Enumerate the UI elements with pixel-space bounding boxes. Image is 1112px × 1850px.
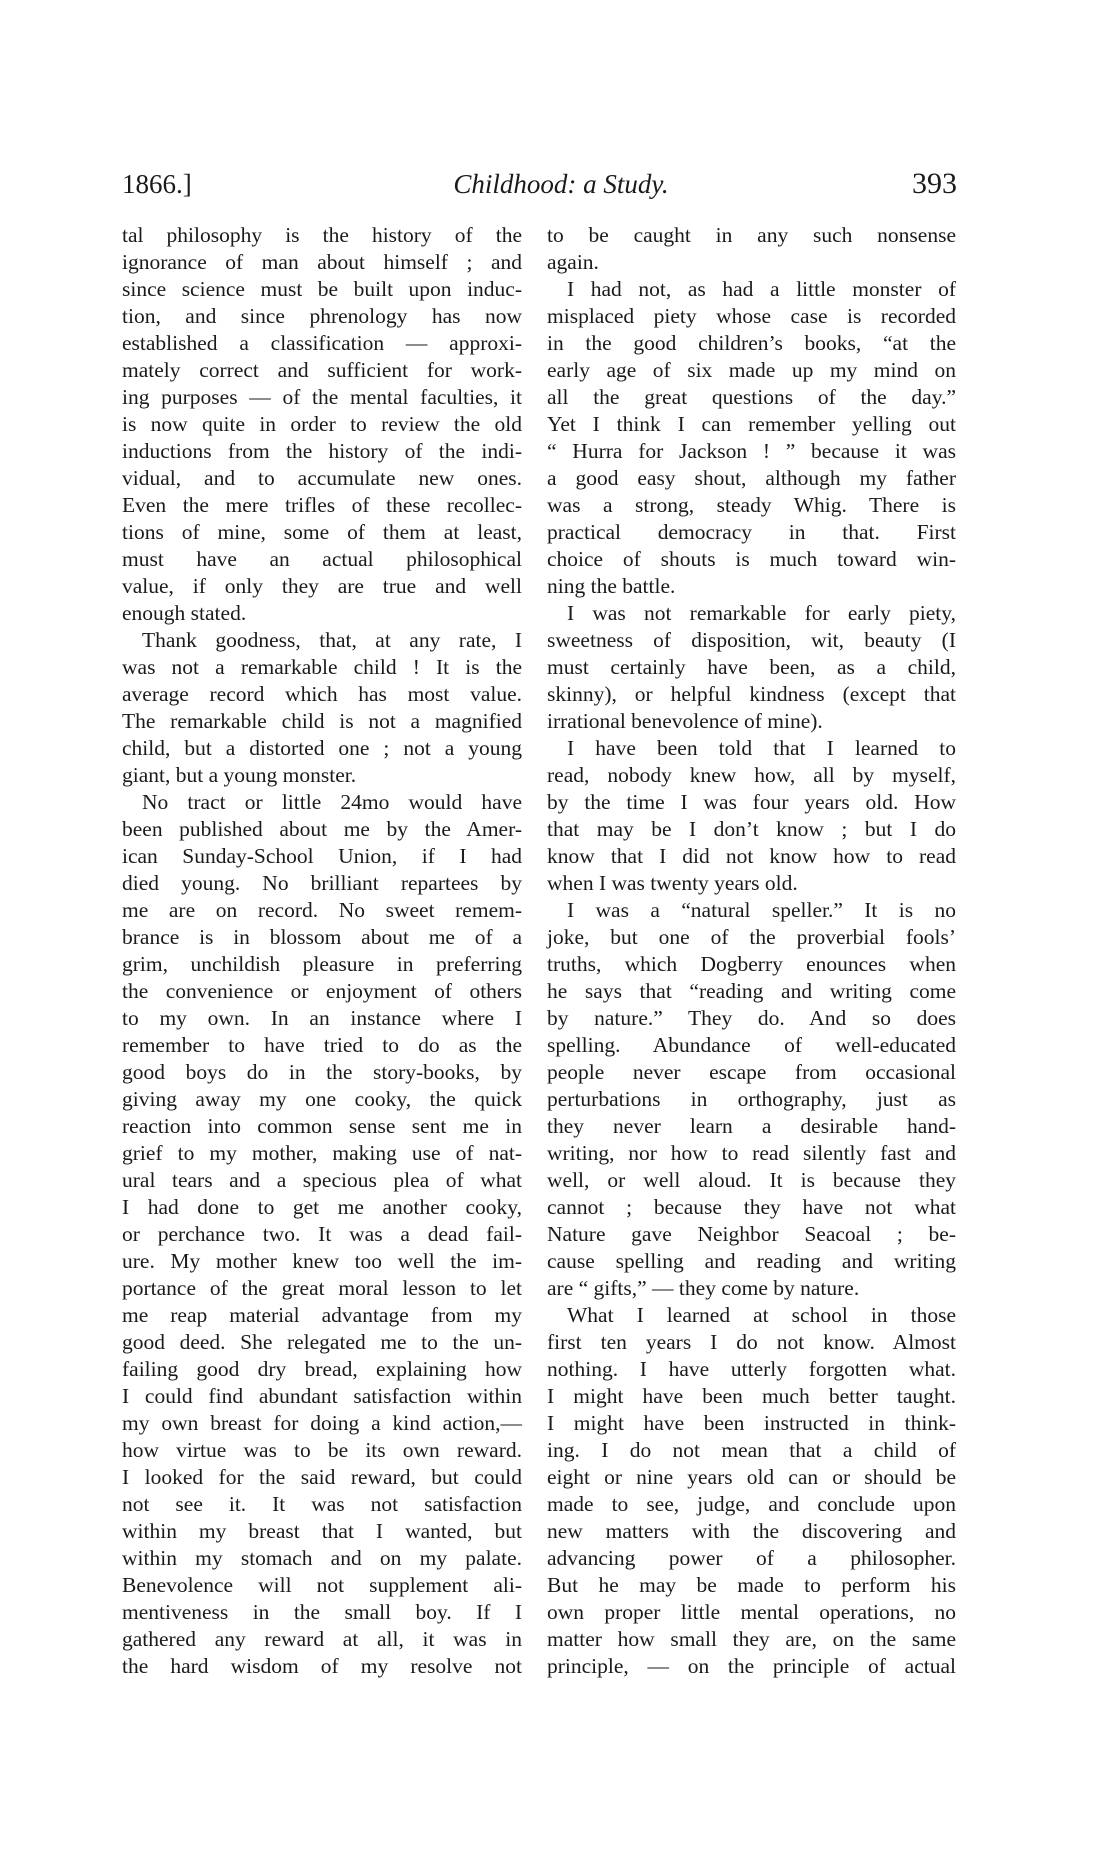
- text-line: new matters with the discovering and: [547, 1519, 956, 1543]
- paragraph: [547, 600, 956, 735]
- text-line: Nature gave Neighbor Seacoal ; be-: [547, 1222, 956, 1246]
- text-line: matter how small they are, on the same: [547, 1627, 956, 1651]
- text-line: a good easy shout, although my father: [547, 466, 956, 490]
- text-line: brance is in blossom about me of a: [122, 925, 522, 949]
- text-line: I was not remarkable for early piety,: [567, 601, 956, 625]
- text-line: was not a remarkable child ! It is the: [122, 655, 522, 679]
- text-line: are “ gifts,” — they come by nature.: [547, 1276, 860, 1300]
- text-line: perturbations in orthography, just as: [547, 1087, 956, 1111]
- text-line: grief to my mother, making use of nat-: [122, 1141, 522, 1165]
- text-line: grim, unchildish pleasure in preferring: [122, 952, 522, 976]
- paragraph: [547, 1302, 956, 1680]
- text-line: “ Hurra for Jackson ! ” because it was: [547, 439, 956, 463]
- page-number: 393: [912, 167, 957, 200]
- text-line: tal philosophy is the history of the: [122, 223, 522, 247]
- text-line: ural tears and a specious plea of what: [122, 1168, 522, 1192]
- text-line: must certainly have been, as a child,: [547, 655, 956, 679]
- text-line: Yet I think I can remember yelling out: [547, 412, 956, 436]
- text-line: I have been told that I learned to: [567, 736, 956, 760]
- text-line: all the great questions of the day.”: [547, 385, 956, 409]
- text-line: within my stomach and on my palate.: [122, 1546, 522, 1570]
- text-line: I could find abundant satisfaction within: [122, 1384, 522, 1408]
- running-head-title: Childhood: a Study.: [453, 169, 669, 199]
- text-line: I was a “natural speller.” It is no: [567, 898, 956, 922]
- text-line: again.: [547, 250, 599, 274]
- text-line: was a strong, steady Whig. There is: [547, 493, 956, 517]
- text-line: misplaced piety whose case is recorded: [547, 304, 956, 328]
- text-line: The remarkable child is not a magnified: [122, 709, 522, 733]
- text-line: read, nobody knew how, all by myself,: [547, 763, 956, 787]
- text-line: cannot ; because they have not what: [547, 1195, 956, 1219]
- text-line: cause spelling and reading and writing: [547, 1249, 956, 1273]
- paragraph: [547, 897, 956, 1302]
- text-line: made to see, judge, and conclude upon: [547, 1492, 956, 1516]
- text-line: mentiveness in the small boy. If I: [122, 1600, 522, 1624]
- text-line: own proper little mental operations, no: [547, 1600, 956, 1624]
- text-line: the convenience or enjoyment of others: [122, 979, 522, 1003]
- text-line: in the good children’s books, “at the: [547, 331, 956, 355]
- text-line: writing, nor how to read silently fast and: [547, 1141, 956, 1165]
- text-line: the hard wisdom of my resolve not: [122, 1654, 522, 1678]
- text-line: remember to have tried to do as the: [122, 1033, 522, 1057]
- text-line: to be caught in any such nonsense: [547, 223, 956, 247]
- text-line: early age of six made up my mind on: [547, 358, 956, 382]
- text-line: by the time I was four years old. How: [547, 790, 956, 814]
- text-line: gathered any reward at all, it was in: [122, 1627, 522, 1651]
- text-line: truths, which Dogberry enounces when: [547, 952, 956, 976]
- text-line: tion, and since phrenology has now: [122, 304, 522, 328]
- text-line: must have an actual philosophical: [122, 547, 522, 571]
- text-line: me reap material advantage from my: [122, 1303, 522, 1327]
- paragraph: [122, 789, 522, 1680]
- text-line: ure. My mother knew too well the im-: [122, 1249, 522, 1273]
- text-line: advancing power of a philosopher.: [547, 1546, 956, 1570]
- text-line: Even the mere trifles of these recollec-: [122, 493, 522, 517]
- text-line: skinny), or helpful kindness (except that: [547, 682, 956, 706]
- text-line: child, but a distorted one ; not a young: [122, 736, 522, 760]
- text-line: giant, but a young monster.: [122, 763, 357, 787]
- text-line: No tract or little 24mo would have: [142, 790, 522, 814]
- text-line: first ten years I do not know. Almost: [547, 1330, 956, 1354]
- text-line: But he may be made to perform his: [547, 1573, 956, 1597]
- text-line: value, if only they are true and well: [122, 574, 522, 598]
- text-line: I might have been instructed in think-: [547, 1411, 956, 1435]
- paragraph: [547, 276, 956, 600]
- text-line: sweetness of disposition, wit, beauty (I: [547, 628, 956, 652]
- text-line: mately correct and sufficient for work-: [122, 358, 522, 382]
- text-line: established a classification — approxi-: [122, 331, 522, 355]
- text-line: not see it. It was not satisfaction: [122, 1492, 522, 1516]
- text-line: ing. I do not mean that a child of: [547, 1438, 956, 1462]
- text-line: I might have been much better taught.: [547, 1384, 956, 1408]
- text-line: Benevolence will not supplement ali-: [122, 1573, 522, 1597]
- text-line: my own breast for doing a kind action,—: [122, 1411, 522, 1435]
- text-line: I had done to get me another cooky,: [122, 1195, 522, 1219]
- text-line: I looked for the said reward, but could: [122, 1465, 522, 1489]
- text-line: ignorance of man about himself ; and: [122, 250, 522, 274]
- text-line: failing good dry bread, explaining how: [122, 1357, 522, 1381]
- text-line: joke, but one of the proverbial fools’: [547, 925, 956, 949]
- paragraph: [122, 222, 522, 627]
- text-line: irrational benevolence of mine).: [547, 709, 823, 733]
- text-line: me are on record. No sweet remem-: [122, 898, 522, 922]
- text-line: I had not, as had a little monster of: [567, 277, 956, 301]
- text-line: within my breast that I wanted, but: [122, 1519, 522, 1543]
- text-line: nothing. I have utterly forgotten what.: [547, 1357, 956, 1381]
- text-line: portance of the great moral lesson to let: [122, 1276, 522, 1300]
- paragraph: [547, 735, 956, 897]
- text-line: good deed. She relegated me to the un-: [122, 1330, 522, 1354]
- text-line: ning the battle.: [547, 574, 676, 598]
- paragraph: [547, 222, 956, 276]
- text-line: he says that “reading and writing come: [547, 979, 956, 1003]
- text-column-left: [122, 222, 522, 1680]
- text-line: vidual, and to accumulate new ones.: [122, 466, 522, 490]
- text-line: enough stated.: [122, 601, 247, 625]
- text-line: practical democracy in that. First: [547, 520, 956, 544]
- text-line: choice of shouts is much toward win-: [547, 547, 956, 571]
- text-line: they never learn a desirable hand-: [547, 1114, 956, 1138]
- running-head-date: 1866.]: [122, 169, 192, 199]
- text-line: spelling. Abundance of well-educated: [547, 1033, 956, 1057]
- text-line: ing purposes — of the mental faculties, it: [122, 385, 522, 409]
- text-line: since science must be built upon induc-: [122, 277, 522, 301]
- text-line: died young. No brilliant repartees by: [122, 871, 522, 895]
- text-line: that may be I don’t know ; but I do: [547, 817, 956, 841]
- text-line: been published about me by the Amer-: [122, 817, 522, 841]
- text-line: What I learned at school in those: [567, 1303, 956, 1327]
- text-line: ican Sunday-School Union, if I had: [122, 844, 522, 868]
- text-line: tions of mine, some of them at least,: [122, 520, 522, 544]
- text-line: Thank goodness, that, at any rate, I: [142, 628, 522, 652]
- text-line: reaction into common sense sent me in: [122, 1114, 522, 1138]
- text-line: know that I did not know how to read: [547, 844, 956, 868]
- text-line: how virtue was to be its own reward.: [122, 1438, 522, 1462]
- text-line: to my own. In an instance where I: [122, 1006, 522, 1030]
- text-line: inductions from the history of the indi-: [122, 439, 522, 463]
- text-line: well, or well aloud. It is because they: [547, 1168, 956, 1192]
- paragraph: [122, 627, 522, 789]
- text-line: when I was twenty years old.: [547, 871, 798, 895]
- text-line: by nature.” They do. And so does: [547, 1006, 956, 1030]
- text-line: eight or nine years old can or should be: [547, 1465, 956, 1489]
- text-line: is now quite in order to review the old: [122, 412, 522, 436]
- text-line: or perchance two. It was a dead fail-: [122, 1222, 522, 1246]
- text-line: principle, — on the principle of actual: [547, 1654, 956, 1678]
- text-line: giving away my one cooky, the quick: [122, 1087, 522, 1111]
- text-line: people never escape from occasional: [547, 1060, 956, 1084]
- text-line: average record which has most value.: [122, 682, 522, 706]
- text-column-right: [547, 222, 956, 1680]
- text-line: good boys do in the story-books, by: [122, 1060, 522, 1084]
